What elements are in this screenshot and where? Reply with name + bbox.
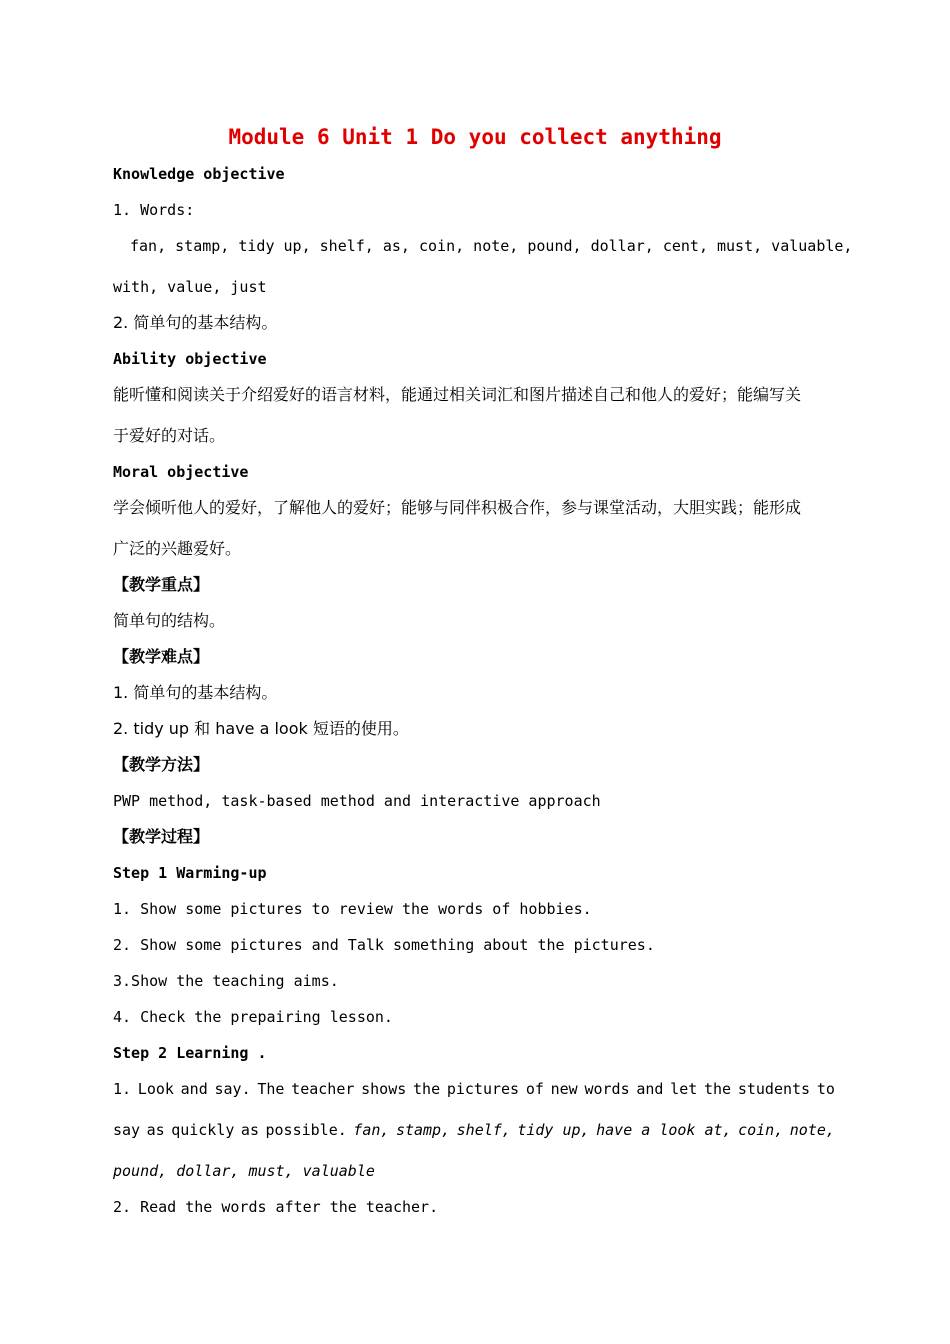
vocab-word: stamp, <box>395 1121 451 1139</box>
word: pictures <box>446 1080 520 1098</box>
knowledge-item-structure: 2. 简单句的基本结构。 <box>113 313 278 332</box>
word: The <box>257 1080 285 1098</box>
word: the <box>704 1080 732 1098</box>
word: quickly <box>171 1121 235 1139</box>
vocabulary-line-2: with, value, just <box>113 278 267 296</box>
step2-heading: Step 2 Learning . <box>113 1044 267 1062</box>
word: shows <box>361 1080 407 1098</box>
step1-heading: Step 1 Warming-up <box>113 864 267 882</box>
ability-text-line-2: 于爱好的对话。 <box>113 426 226 445</box>
vocab-word: shelf, <box>456 1121 511 1139</box>
ability-objective-heading: Ability objective <box>113 350 267 368</box>
word: possible. <box>265 1121 347 1139</box>
word: of <box>525 1080 544 1098</box>
step2-item-1-line-1 <box>113 1080 835 1098</box>
vocab-word: have a look at, <box>596 1121 732 1139</box>
word: 1. <box>113 1080 132 1098</box>
page-title: Module 6 Unit 1 Do you collect anything <box>228 125 722 149</box>
word: to <box>816 1080 835 1098</box>
word: students <box>737 1080 811 1098</box>
word: let <box>670 1080 698 1098</box>
word: words <box>584 1080 630 1098</box>
difficulties-item-2: 2. tidy up 和 have a look 短语的使用。 <box>113 719 409 738</box>
word: as <box>240 1121 259 1139</box>
vocab-word: tidy up, <box>517 1121 590 1139</box>
vocabulary-line-1: fan, stamp, tidy up, shelf, as, coin, note, pound, dollar, cent, must, valuable, <box>130 237 853 255</box>
step1-item-2: 2. Show some pictures and Talk something about the pictures. <box>113 936 655 954</box>
knowledge-item-words: 1. Words: <box>113 201 195 219</box>
difficulties-item-1: 1. 简单句的基本结构。 <box>113 683 278 702</box>
moral-text-line-2: 广泛的兴趣爱好。 <box>113 539 242 558</box>
step2-item-1-line-3: pound, dollar, must, valuable <box>113 1162 375 1180</box>
moral-text-line-1: 学会倾听他人的爱好，了解他人的爱好；能够与同伴积极合作，参与课堂活动，大胆实践；能形成 <box>113 498 802 517</box>
word: and <box>180 1080 208 1098</box>
vocab-word: fan, <box>353 1121 390 1139</box>
step1-item-4: 4. Check the prepairing lesson. <box>113 1008 393 1026</box>
word: new <box>550 1080 578 1098</box>
step2-item-2: 2. Read the words after the teacher. <box>113 1198 439 1216</box>
methods-heading: 【教学方法】 <box>113 755 210 774</box>
word: the <box>413 1080 441 1098</box>
word: Look <box>137 1080 174 1098</box>
key-points-text: 简单句的结构。 <box>113 611 226 630</box>
step1-item-1: 1. Show some pictures to review the words of hobbies. <box>113 900 592 918</box>
step1-item-3: 3.Show the teaching aims. <box>113 972 339 990</box>
vocab-word: note, <box>789 1121 835 1139</box>
moral-objective-heading: Moral objective <box>113 463 249 481</box>
methods-text: PWP method, task-based method and interactive approach <box>113 792 601 810</box>
knowledge-objective-heading: Knowledge objective <box>113 165 285 183</box>
word: and <box>636 1080 664 1098</box>
vocab-word: coin, <box>738 1121 784 1139</box>
key-points-heading: 【教学重点】 <box>113 575 210 594</box>
word: as <box>146 1121 165 1139</box>
word: say. <box>214 1080 251 1098</box>
ability-text-line-1: 能听懂和阅读关于介绍爱好的语言材料，能通过相关词汇和图片描述自己和他人的爱好；能编写关 <box>113 385 802 404</box>
difficulties-heading: 【教学难点】 <box>113 647 210 666</box>
word: teacher <box>291 1080 355 1098</box>
process-heading: 【教学过程】 <box>113 827 210 846</box>
word: say <box>113 1121 141 1139</box>
step2-item-1-line-2 <box>113 1121 835 1139</box>
